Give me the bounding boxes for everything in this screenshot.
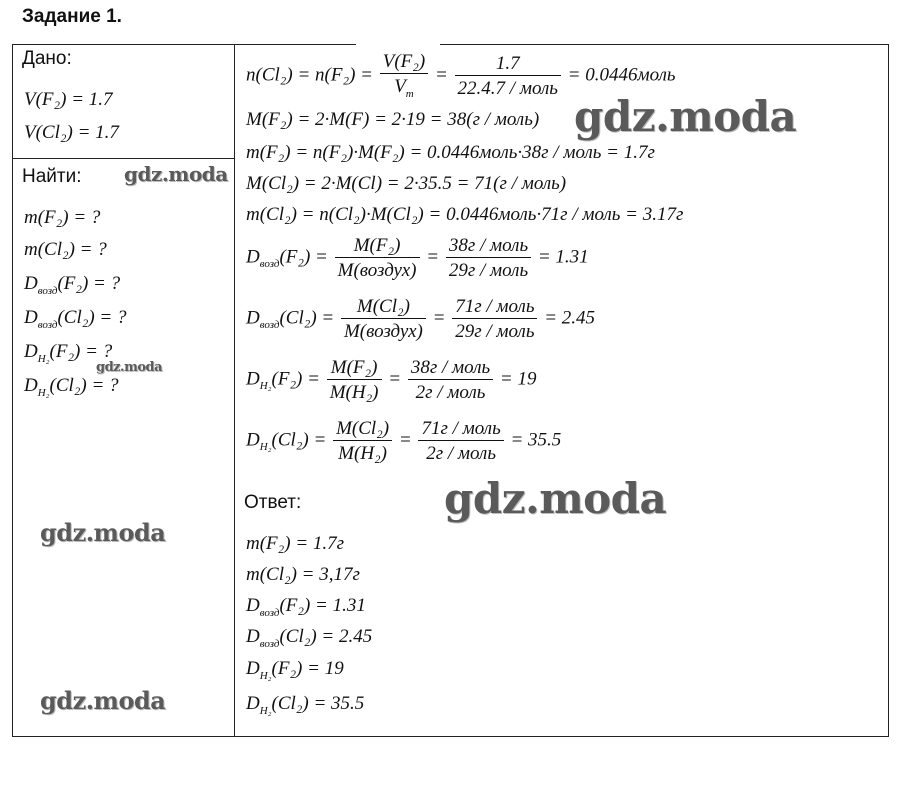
given-item: V(F₂) = 1.7 <box>24 89 113 110</box>
answer-item: $D_{H_2}(F_2) = 19$ <box>246 658 344 682</box>
border-gap <box>356 43 440 46</box>
answer-header: Ответ: <box>244 492 302 513</box>
solution-line-3: m(F₂) = n(F₂)·M(F₂) = 0.0446моль·38г / моль = 1.7г <box>246 142 655 163</box>
given-item: V(Cl₂) = 1.7 <box>24 122 119 143</box>
watermark: gdz.moda <box>444 474 667 523</box>
answer-item: m(Cl₂) = 3,17г <box>246 564 360 585</box>
answer-item: $D_{возд}(F_2) = 1.31$ <box>246 595 366 619</box>
find-item: m(F₂) = ? <box>24 207 101 228</box>
solution-line-4: M(Cl₂) = 2·M(Cl) = 2·35.5 = 71(г / моль) <box>246 173 567 194</box>
find-item: $D_{H_2}(Cl_2)$ = ? <box>24 375 119 399</box>
find-item: $D_{H_2}(F_2)$ = ? <box>24 341 113 365</box>
solution-line-6: $D_{возд}(F_2)$ = $\frac{\text{M(F₂)}}{\text{M(воздух)}}$ = $\frac{\text{38г / моль}}{\text{29г / моль}}$ = 1.31 <box>246 235 589 281</box>
find-header: Найти: <box>22 166 82 187</box>
find-item: $D_{возд}(F_2)$ = ? <box>24 273 121 297</box>
column-divider <box>234 44 235 737</box>
answer-item: $D_{возд}(Cl_2) = 2.45$ <box>246 626 373 650</box>
solution-line-1: n(Cl₂) = n(F₂) = $\frac{\text{V(F₂)}}{V_m}$ = $\frac{1.7}{\text{22.4.7 / моль}}$ = 0.0446моль <box>246 51 676 100</box>
find-item: $D_{возд}(Cl_2)$ = ? <box>24 307 127 331</box>
given-find-divider <box>12 158 234 159</box>
watermark: gdz.moda <box>96 360 163 375</box>
answer-item: m(F₂) = 1.7г <box>246 533 345 554</box>
watermark: gdz.moda <box>124 162 228 186</box>
watermark: gdz.moda <box>40 518 166 547</box>
answer-item: $D_{H_2}(Cl_2) = 35.5$ <box>246 693 365 717</box>
solution-line-9: $D_{H_2}(Cl_2)$ = $\frac{\text{M(Cl₂)}}{\text{M(H₂)}}$ = $\frac{\text{71г / моль}}{\text{2г / моль}}$ = 35.5 <box>246 418 562 464</box>
watermark: gdz.moda <box>40 686 166 715</box>
solution-line-5: m(Cl₂) = n(Cl₂)·M(Cl₂) = 0.0446моль·71г / моль = 3.17г <box>246 204 684 225</box>
solution-line-2: M(F₂) = 2·M(F) = 2·19 = 38(г / моль) <box>246 109 540 130</box>
solution-line-7: $D_{возд}(Cl_2)$ = $\frac{\text{M(Cl₂)}}{\text{M(воздух)}}$ = $\frac{\text{71г / моль}}{\text{29г / моль}}$ = 2.45 <box>246 296 596 342</box>
task-title: Задание 1. <box>22 6 122 27</box>
given-header: Дано: <box>22 48 72 69</box>
watermark: gdz.moda <box>574 92 797 141</box>
find-item: m(Cl₂) = ? <box>24 239 107 260</box>
solution-line-8: $D_{H_2}(F_2)$ = $\frac{\text{M(F₂)}}{\text{M(H₂)}}$ = $\frac{\text{38г / моль}}{\text{2г / моль}}$ = 19 <box>246 357 537 403</box>
